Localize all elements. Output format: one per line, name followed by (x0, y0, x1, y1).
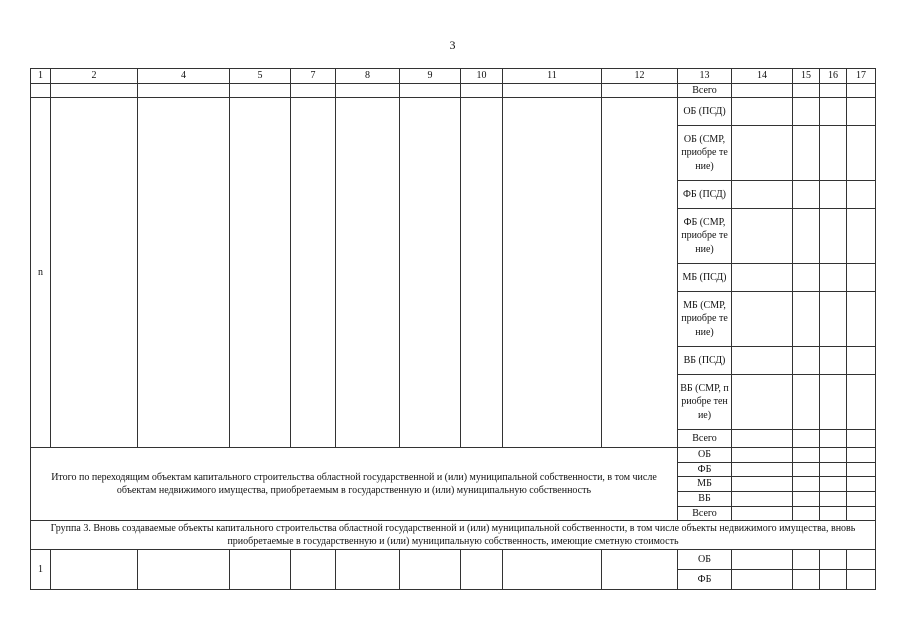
source-cell: ОБ (678, 550, 732, 570)
row-number: n (31, 98, 51, 448)
column-number: 4 (138, 69, 230, 84)
column-number: 8 (336, 69, 400, 84)
row-number: 1 (31, 550, 51, 590)
column-number: 7 (291, 69, 336, 84)
itogo-row (31, 448, 876, 463)
source-cell: МБ (ПСД) (678, 264, 732, 292)
column-number: 13 (678, 69, 732, 84)
column-number: 10 (461, 69, 503, 84)
column-number-row (31, 69, 876, 84)
source-cell: ОБ (ПСД) (678, 98, 732, 126)
column-number: 17 (847, 69, 876, 84)
total-top-row (31, 83, 876, 98)
source-cell: Всего (678, 83, 732, 98)
source-cell: ВБ (СМР, приобре тение) (678, 375, 732, 430)
column-number: 14 (732, 69, 793, 84)
source-cell: МБ (СМР, приобре тение) (678, 292, 732, 347)
column-number: 1 (31, 69, 51, 84)
source-cell: МБ (678, 477, 732, 492)
source-cell: Всего (678, 506, 732, 521)
source-cell: ФБ (678, 570, 732, 590)
source-cell: ВБ (ПСД) (678, 347, 732, 375)
source-cell: ОБ (СМР, приобре тение) (678, 126, 732, 181)
itogo-text: Итого по переходящим объектам капитального строительства областной государственной и (или) муниципальной собственности, в том числе объектам недвижимого имущества, приобретаемым в государственную и (или) муниципальную собственность (31, 448, 678, 521)
group-heading: Группа 3. Вновь создаваемые объекты капитального строительства областной государственной и (или) муниципальной собственности, в том числе объекты недвижимого имущества, вновь приобретаемые в государственную и (или) муниципальную собственность, имеющие сметную стоимость (31, 521, 876, 550)
column-number: 9 (400, 69, 461, 84)
source-cell: ОБ (678, 448, 732, 463)
source-cell: Всего (678, 430, 732, 448)
source-cell: ФБ (СМР, приобре тение) (678, 209, 732, 264)
column-number: 5 (230, 69, 291, 84)
source-cell: ФБ (678, 462, 732, 477)
column-number: 12 (602, 69, 678, 84)
page-number: 3 (449, 38, 456, 52)
column-number: 15 (793, 69, 820, 84)
investment-table (30, 68, 876, 590)
group-row (31, 521, 876, 550)
object-row-1 (31, 550, 876, 570)
column-number: 2 (51, 69, 138, 84)
source-cell: ФБ (ПСД) (678, 181, 732, 209)
column-number: 16 (820, 69, 847, 84)
object-row-n (31, 98, 876, 126)
column-number: 11 (503, 69, 602, 84)
source-cell: ВБ (678, 491, 732, 506)
